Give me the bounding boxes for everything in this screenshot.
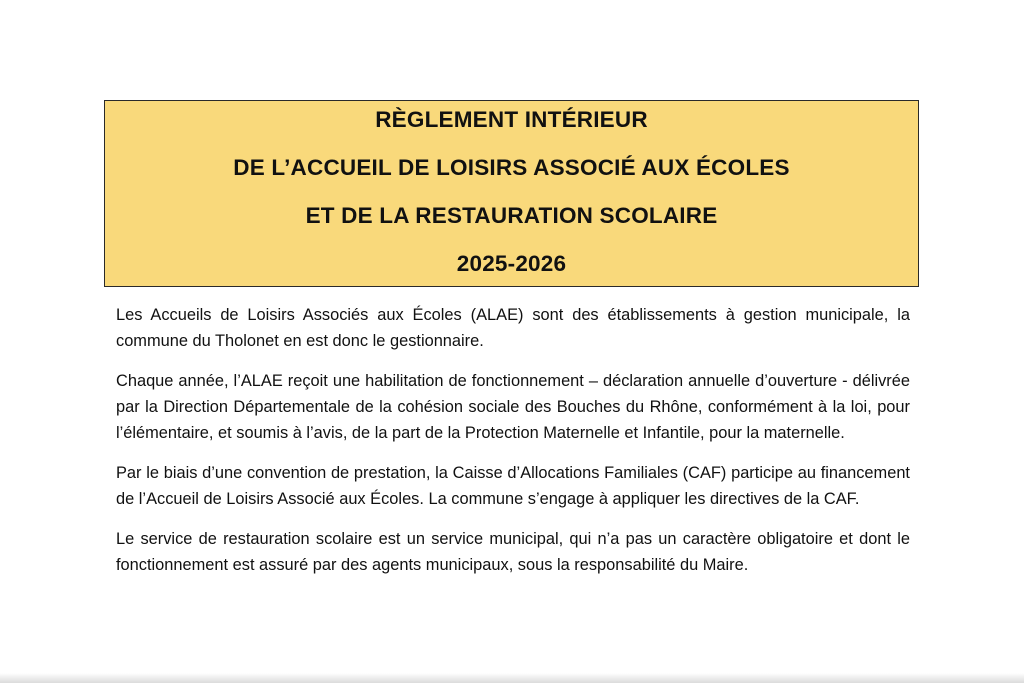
title-line-4: 2025-2026 — [456, 250, 567, 276]
paragraph-alae-intro: Les Accueils de Loisirs Associés aux Écoles (ALAE) sont des établissements à gestion municipale, la commune du Tholonet en est donc le gestionnaire. — [116, 306, 910, 350]
paragraph-habilitation: Chaque année, l’ALAE reçoit une habilitation de fonctionnement – déclaration annuelle d’ouverture - délivrée par la Direction Départementale de la cohésion sociale des Bouches du Rhône, conformément à la loi, pour l’élémentaire, et soumis à l’avis, de la part de la Protection Maternelle et Infantile, pour la maternelle. — [116, 372, 910, 442]
title-line-3: ET DE LA RESTAURATION SCOLAIRE — [305, 202, 718, 228]
title-banner — [104, 100, 919, 287]
document-body — [116, 302, 910, 592]
title-line-1: RÈGLEMENT INTÉRIEUR — [375, 106, 648, 132]
page-edge-shadow — [0, 673, 1024, 683]
title-line-2: DE L’ACCUEIL DE LOISIRS ASSOCIÉ AUX ÉCOLES — [233, 154, 790, 180]
paragraph-restauration: Le service de restauration scolaire est un service municipal, qui n’a pas un caractère obligatoire et dont le fonctionnement est assuré par des agents municipaux, sous la responsabilité du Maire. — [116, 530, 910, 574]
paragraph-caf: Par le biais d’une convention de prestation, la Caisse d’Allocations Familiales (CAF) participe au financement de l’Accueil de Loisirs Associé aux Écoles. La commune s’engage à appliquer les directives de la CAF. — [116, 464, 910, 508]
